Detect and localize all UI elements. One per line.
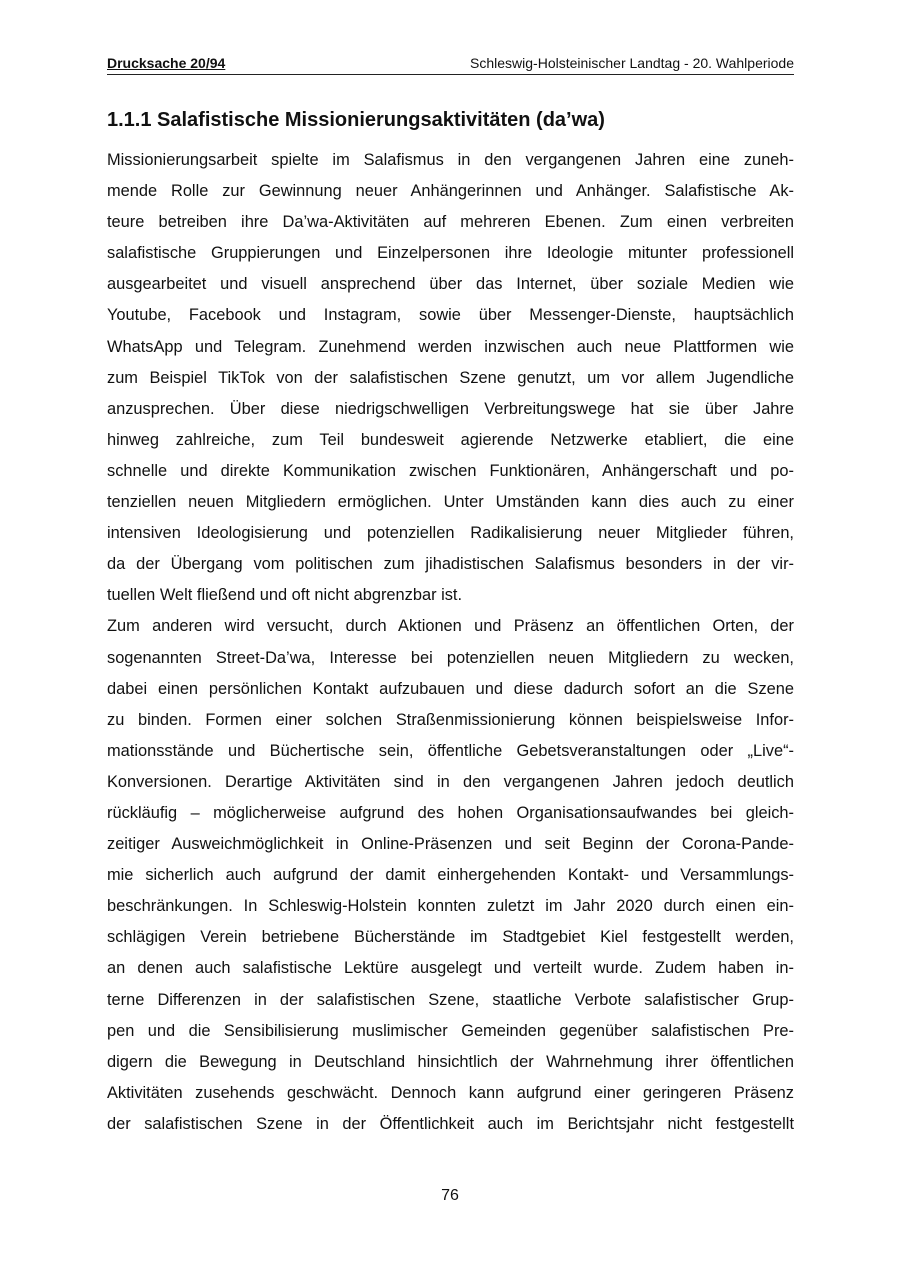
- text-line: der salafistischen Szene in der Öffentlichkeit auch im Berichtsjahr nicht festgestellt: [107, 1114, 794, 1133]
- page-number: 76: [441, 1187, 459, 1204]
- section-heading: 1.1.1 Salafistische Missionierungsaktivitäten (da’wa): [107, 109, 605, 131]
- text-line: schlägigen Verein betriebene Bücherstände im Stadtgebiet Kiel festgestellt werden,: [107, 928, 794, 947]
- text-line: beschränkungen. In Schleswig-Holstein konnten zuletzt im Jahr 2020 durch einen ein-: [107, 897, 794, 916]
- text-line: zu binden. Formen einer solchen Straßenmissionierung können beispielsweise Infor-: [107, 710, 794, 729]
- text-line: tenziellen neuen Mitgliedern ermöglichen. Unter Umständen kann dies auch zu einer: [107, 493, 794, 512]
- text-line: sogenannten Street-Da’wa, Interesse bei potenziellen neuen Mitgliedern zu wecken,: [107, 648, 794, 667]
- text-line: rückläufig – möglicherweise aufgrund des hohen Organisationsaufwandes bei gleich-: [107, 803, 794, 822]
- text-line: mie sicherlich auch aufgrund der damit einhergehenden Kontakt- und Versammlungs-: [107, 866, 794, 885]
- text-line: zum Beispiel TikTok von der salafistischen Szene genutzt, um vor allem Jugendliche: [107, 368, 794, 387]
- text-line: teure betreiben ihre Da’wa-Aktivitäten auf mehreren Ebenen. Zum einen verbreiten: [107, 213, 794, 232]
- document-number: Drucksache 20/94: [107, 55, 226, 71]
- body-text: [107, 145, 794, 1140]
- parliament-period: Schleswig-Holsteinischer Landtag - 20. Wahlperiode: [470, 55, 794, 71]
- page-header: [107, 54, 794, 75]
- text-line: terne Differenzen in der salafistischen Szene, staatliche Verbote salafistischer Grup-: [107, 990, 794, 1009]
- text-line: mationsstände und Büchertische sein, öffentliche Gebetsveranstaltungen oder „Live“-: [107, 741, 794, 760]
- text-line: salafistische Gruppierungen und Einzelpersonen ihre Ideologie mitunter professionell: [107, 244, 794, 263]
- text-line: tuellen Welt fließend und oft nicht abgrenzbar ist.: [107, 586, 463, 605]
- text-line: Aktivitäten zusehends geschwächt. Dennoch kann aufgrund einer geringeren Präsenz: [107, 1083, 794, 1102]
- text-line: zeitiger Ausweichmöglichkeit in Online-Präsenzen und seit Beginn der Corona-Pande-: [107, 835, 794, 854]
- text-line: Missionierungsarbeit spielte im Salafismus in den vergangenen Jahren eine zuneh-: [107, 151, 794, 169]
- text-line: schnelle und direkte Kommunikation zwischen Funktionären, Anhängerschaft und po-: [107, 461, 794, 480]
- text-line: dabei einen persönlichen Kontakt aufzubauen und diese dadurch sofort an die Szene: [107, 679, 794, 698]
- text-line: mende Rolle zur Gewinnung neuer Anhängerinnen und Anhänger. Salafistische Ak-: [107, 182, 794, 201]
- paragraph-1: [107, 145, 794, 611]
- text-line: da der Übergang vom politischen zum jihadistischen Salafismus besonders in der vir-: [107, 555, 794, 574]
- text-line: Youtube, Facebook und Instagram, sowie über Messenger-Dienste, hauptsächlich: [107, 306, 794, 325]
- text-line: pen und die Sensibilisierung muslimischer Gemeinden gegenüber salafistischen Pre-: [107, 1021, 794, 1040]
- text-line: Konversionen. Derartige Aktivitäten sind in den vergangenen Jahren jedoch deutlich: [107, 772, 794, 791]
- text-line: Zum anderen wird versucht, durch Aktionen und Präsenz an öffentlichen Orten, der: [107, 617, 794, 636]
- text-line: anzusprechen. Über diese niedrigschwelligen Verbreitungswege hat sie über Jahre: [107, 399, 794, 418]
- text-line: digern die Bewegung in Deutschland hinsichtlich der Wahrnehmung ihrer öffentlichen: [107, 1052, 794, 1071]
- text-line: ausgearbeitet und visuell ansprechend über das Internet, über soziale Medien wie: [107, 275, 794, 294]
- text-line: an denen auch salafistische Lektüre ausgelegt und verteilt wurde. Zudem haben in-: [107, 959, 794, 978]
- text-line: WhatsApp und Telegram. Zunehmend werden inzwischen auch neue Plattformen wie: [107, 337, 794, 356]
- text-line: hinweg zahlreiche, zum Teil bundesweit agierende Netzwerke etabliert, die eine: [107, 430, 794, 449]
- text-line: intensiven Ideologisierung und potenziellen Radikalisierung neuer Mitglieder führen,: [107, 524, 794, 543]
- paragraph-2: [107, 611, 794, 1140]
